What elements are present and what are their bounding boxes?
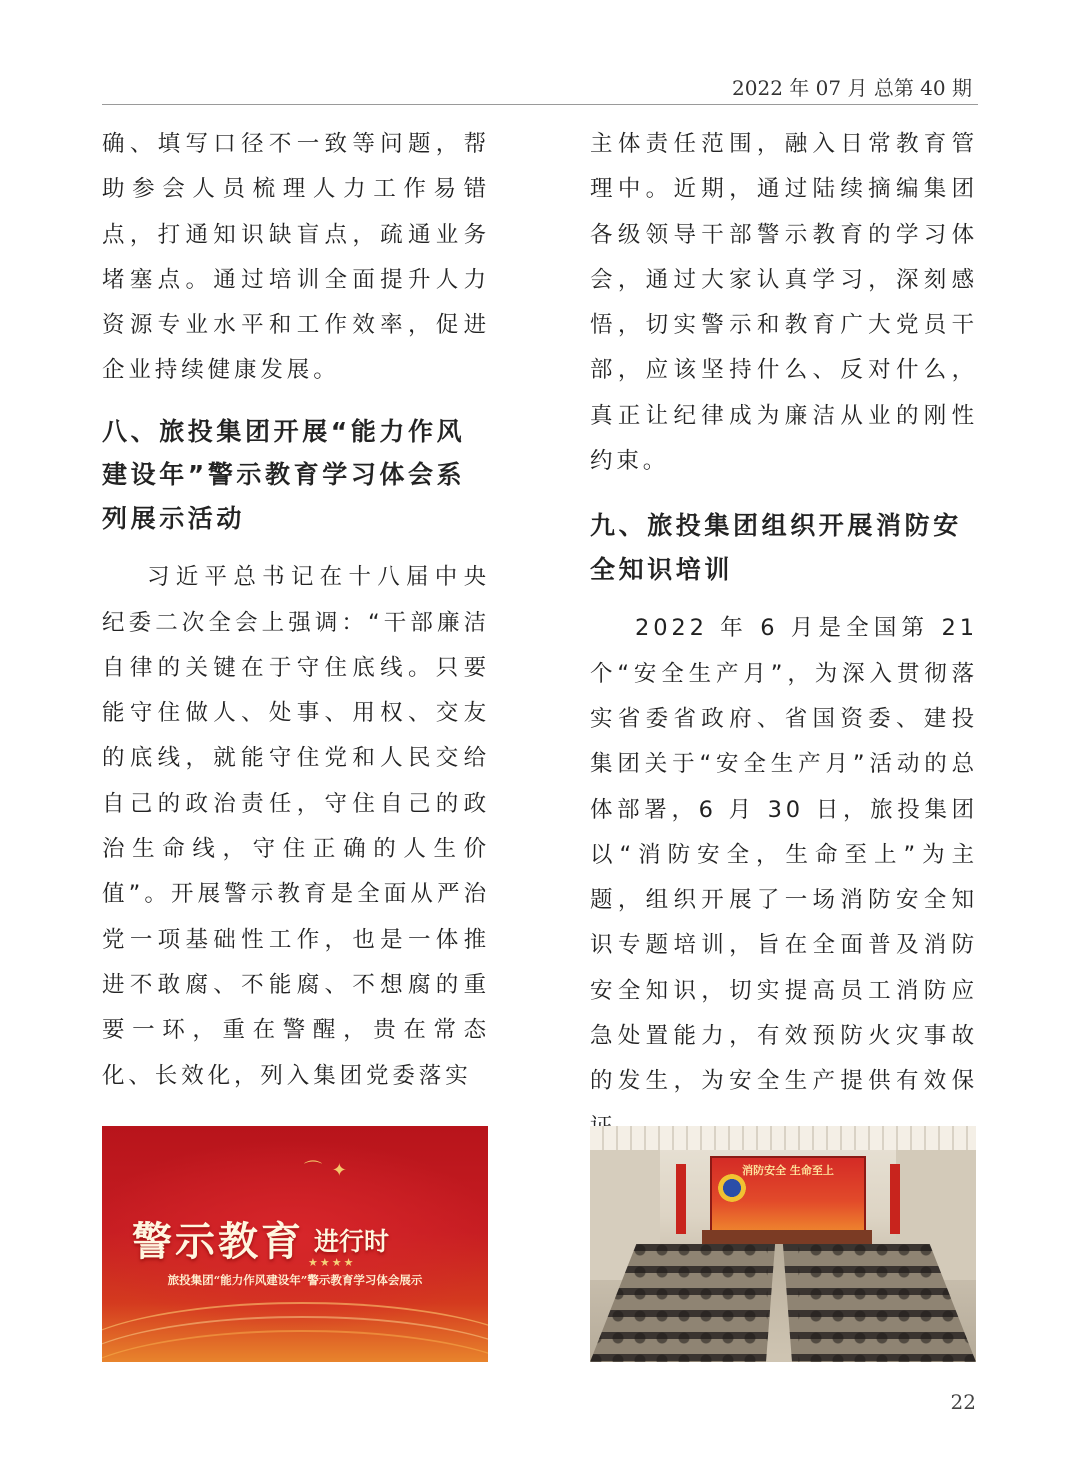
fire-emblem-icon: [718, 1174, 746, 1202]
section-8-body: 习近平总书记在十八届中央纪委二次全会上强调：“干部廉洁自律的关键在于守住底线。只要能守住做人、处事、用权、交友的底线，就能守住党和人民交给自己的政治责任，守住自己的政治生命线，守住正确的人生价值”。开展警示教育是全面从严治党一项基础性工作，也是一体推进不敢腐、不能腐、不想腐的重要一环，重在警醒，贵在常态化、长效化，列入集团党委落实: [102, 564, 490, 1089]
intro-paragraph: 确、填写口径不一致等问题，帮助参会人员梳理人力工作易错点，打通知识缺盲点，疏通业务堵塞点。通过培训全面提升人力资源专业水平和工作效率，促进企业持续健康发展。: [102, 131, 490, 384]
banner-caption: 旅投集团“能力作风建设年”警示教育学习体会展示: [167, 1273, 423, 1287]
page-number: 22: [950, 1390, 976, 1414]
screen-title: 消防安全 生命至上: [742, 1164, 834, 1177]
section-9-body: 2022 年 6 月是全国第 21 个“安全生产月”，为深入贯彻落实省委省政府、省国资委、建投集团关于“安全生产月”活动的总体部署，6 月 30 日，旅投集团以“消防安全，生命至上”为主题，组织开展了一场消防安全知识专题培训，旨在全面普及消防安全知识，切实提高员工消防应急处置能力，有效预防火灾事故的发生，为安全生产提供有效保: [590, 615, 978, 1095]
podium: [702, 1230, 872, 1244]
flag-icon: [890, 1164, 900, 1234]
ceiling-lights: [590, 1126, 976, 1150]
flag-icon: [676, 1164, 686, 1234]
fire-safety-training-photo: [590, 1126, 976, 1362]
issue-header: 2022 年 07 月 总第 40 期: [732, 76, 972, 100]
header-divider: [102, 104, 978, 105]
section-8-continued: 主体责任范围，融入日常教育管理中。近期，通过陆续摘编集团各级领导干部警示教育的学习体会，通过大家认真学习，深刻感悟，切实警示和教育广大党员干部，应该坚持什么、反对什么，真正让纪律成为廉洁从业的刚性约束。: [590, 131, 978, 475]
warning-education-banner: [102, 1126, 488, 1362]
section-8-heading: 八、旅投集团开展“能力作风建设年”警示教育学习体会系列展示活动: [102, 416, 466, 533]
right-column: [590, 122, 978, 1150]
banner-title: 警示教育: [132, 1218, 304, 1265]
banner-subtitle: 进行时: [314, 1227, 390, 1256]
left-column: [102, 122, 490, 1099]
section-9-heading: 九、旅投集团组织开展消防安全知识培训: [590, 511, 962, 584]
dove-icon: ⌒ ✦: [304, 1160, 349, 1181]
star-icon: ★★★★: [308, 1256, 356, 1269]
